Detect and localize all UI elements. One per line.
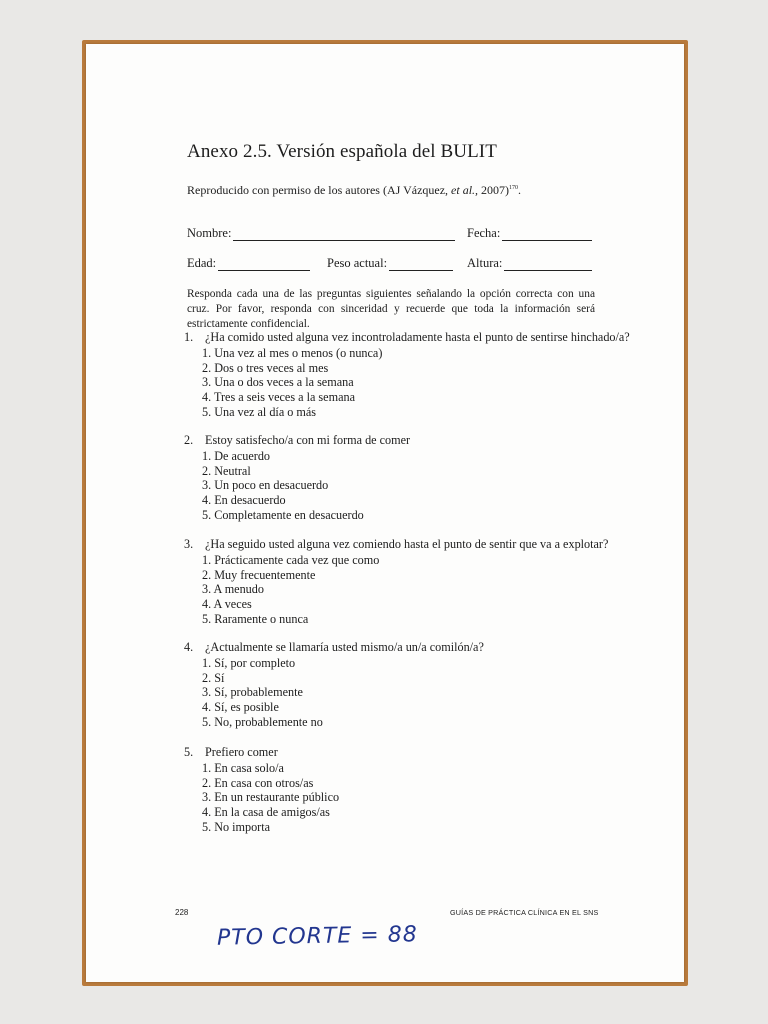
- answer-option[interactable]: 1. Prácticamente cada vez que como: [202, 553, 380, 567]
- answer-option[interactable]: 1. De acuerdo: [202, 449, 271, 463]
- height-label: Altura:: [467, 256, 503, 270]
- page-number: 228: [175, 908, 189, 917]
- weight-line[interactable]: [389, 257, 453, 271]
- answer-option[interactable]: 5. Una vez al día o más: [202, 404, 317, 419]
- answer-option[interactable]: 3. Un poco en desacuerdo: [202, 478, 329, 493]
- answer-option[interactable]: 2. Neutral: [202, 463, 251, 478]
- reproduction-note-year: 2007): [478, 183, 510, 197]
- name-line[interactable]: [233, 227, 455, 241]
- answer-option[interactable]: 3. En un restaurante público: [202, 790, 340, 805]
- answer-option[interactable]: 4. En la casa de amigos/as: [202, 805, 330, 820]
- age-label: Edad:: [187, 256, 217, 270]
- answer-option[interactable]: 3. A menudo: [202, 582, 264, 597]
- form-row-name-date: [187, 226, 593, 244]
- series-footer: GUÍAS DE PRÁCTICA CLÍNICA EN EL SNS: [450, 908, 599, 917]
- question-number: 5.: [184, 745, 194, 759]
- question-2: [184, 433, 604, 522]
- question-4: [184, 640, 604, 729]
- question-text: ¿Ha seguido usted alguna vez comiendo hasta el punto de sentir que va a explotar?: [205, 537, 609, 551]
- question-header: [184, 537, 609, 553]
- answer-option[interactable]: 4. Sí, es posible: [202, 700, 279, 715]
- age-field[interactable]: [187, 256, 310, 271]
- answer-option[interactable]: 4. A veces: [202, 597, 252, 612]
- answer-option[interactable]: 2. Muy frecuentemente: [202, 567, 316, 582]
- answer-option[interactable]: 2. Sí: [202, 670, 225, 685]
- height-field[interactable]: [467, 256, 592, 271]
- answer-option[interactable]: 2. Dos o tres veces al mes: [202, 360, 329, 375]
- option-list: [184, 553, 604, 626]
- answer-option[interactable]: 4. Tres a seis veces a la semana: [202, 390, 355, 405]
- answer-option[interactable]: 1. Sí, por completo: [202, 656, 296, 670]
- reproduction-note-text: Reproducido con permiso de los autores (AJ Vázquez,: [187, 183, 452, 197]
- height-line[interactable]: [504, 257, 592, 271]
- option-list: [184, 346, 604, 419]
- age-line[interactable]: [218, 257, 310, 271]
- page-title: Anexo 2.5. Versión española del BULIT: [187, 141, 497, 162]
- option-list: [184, 449, 604, 522]
- instructions-text: Responda cada una de las preguntas siguientes señalando la opción correcta con una cruz. Por favor, responda con sinceridad y recuerde que toda la información será estrictamente confidencial.: [187, 288, 595, 330]
- answer-option[interactable]: 5. No, probablemente no: [202, 714, 323, 729]
- answer-option[interactable]: 3. Una o dos veces a la semana: [202, 375, 354, 390]
- question-text: ¿Ha comido usted alguna vez incontroladamente hasta el punto de sentirse hinchado/a?: [205, 330, 630, 344]
- question-text: Estoy satisfecho/a con mi forma de comer: [205, 433, 411, 447]
- question-5: [184, 745, 604, 834]
- handwritten-note: PTO CORTE = 88: [216, 922, 418, 951]
- date-field[interactable]: [467, 226, 592, 241]
- answer-option[interactable]: 5. No importa: [202, 819, 271, 834]
- question-number: 4.: [184, 640, 194, 654]
- question-1: [184, 330, 630, 419]
- answer-option[interactable]: 1. En casa solo/a: [202, 761, 284, 775]
- question-header: [184, 433, 604, 449]
- question-3: [184, 537, 609, 626]
- answer-option[interactable]: 4. En desacuerdo: [202, 493, 286, 508]
- question-number: 1.: [184, 330, 194, 344]
- answer-option[interactable]: 5. Raramente o nunca: [202, 611, 309, 626]
- question-text: Prefiero comer: [205, 745, 278, 759]
- question-header: [184, 745, 604, 761]
- question-header: [184, 640, 604, 656]
- reproduction-note-etal: et al.,: [451, 183, 479, 197]
- question-header: [184, 330, 630, 346]
- weight-field[interactable]: [327, 256, 453, 271]
- name-label: Nombre:: [187, 226, 232, 240]
- question-number: 3.: [184, 537, 194, 551]
- reproduction-note-dot: .: [518, 183, 522, 197]
- answer-option[interactable]: 1. Una vez al mes o menos (o nunca): [202, 346, 383, 360]
- question-number: 2.: [184, 433, 194, 447]
- form-row-age-weight-height: [187, 256, 593, 274]
- answer-option[interactable]: 3. Sí, probablemente: [202, 685, 303, 700]
- option-list: [184, 656, 604, 729]
- document-page: [86, 44, 684, 982]
- reproduction-note: [187, 183, 521, 198]
- reference-superscript: 170: [509, 185, 519, 191]
- name-field[interactable]: [187, 226, 455, 241]
- question-text: ¿Actualmente se llamaría usted mismo/a un/a comilón/a?: [205, 640, 484, 654]
- option-list: [184, 761, 604, 834]
- answer-option[interactable]: 5. Completamente en desacuerdo: [202, 507, 364, 522]
- weight-label: Peso actual:: [327, 256, 388, 270]
- date-line[interactable]: [502, 227, 592, 241]
- answer-option[interactable]: 2. En casa con otros/as: [202, 775, 314, 790]
- date-label: Fecha:: [467, 226, 501, 240]
